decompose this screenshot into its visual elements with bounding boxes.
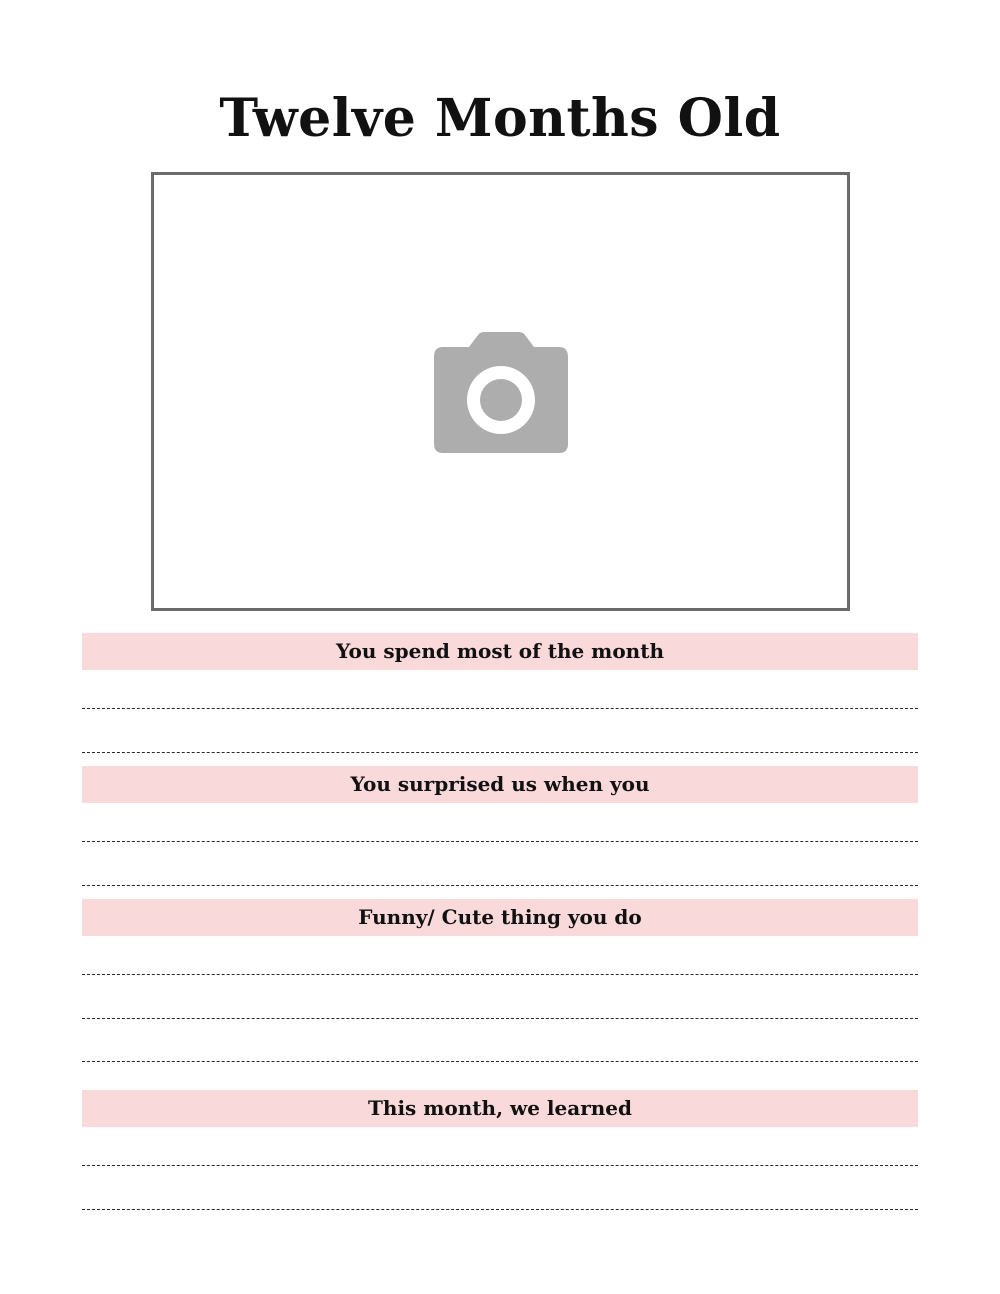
writing-line[interactable] [82, 841, 918, 842]
section-header-funny-cute: Funny/ Cute thing you do [82, 899, 918, 936]
camera-icon [433, 331, 569, 455]
section-header-we-learned: This month, we learned [82, 1090, 918, 1127]
writing-line[interactable] [82, 885, 918, 886]
writing-line[interactable] [82, 1061, 918, 1062]
photo-placeholder[interactable] [151, 172, 850, 611]
writing-line[interactable] [82, 974, 918, 975]
section-header-spend-month: You spend most of the month [82, 633, 918, 670]
writing-line[interactable] [82, 1165, 918, 1166]
page-title: Twelve Months Old [219, 88, 781, 149]
writing-line[interactable] [82, 1209, 918, 1210]
section-header-surprised-us: You surprised us when you [82, 766, 918, 803]
writing-line[interactable] [82, 708, 918, 709]
writing-line[interactable] [82, 752, 918, 753]
writing-line[interactable] [82, 1018, 918, 1019]
